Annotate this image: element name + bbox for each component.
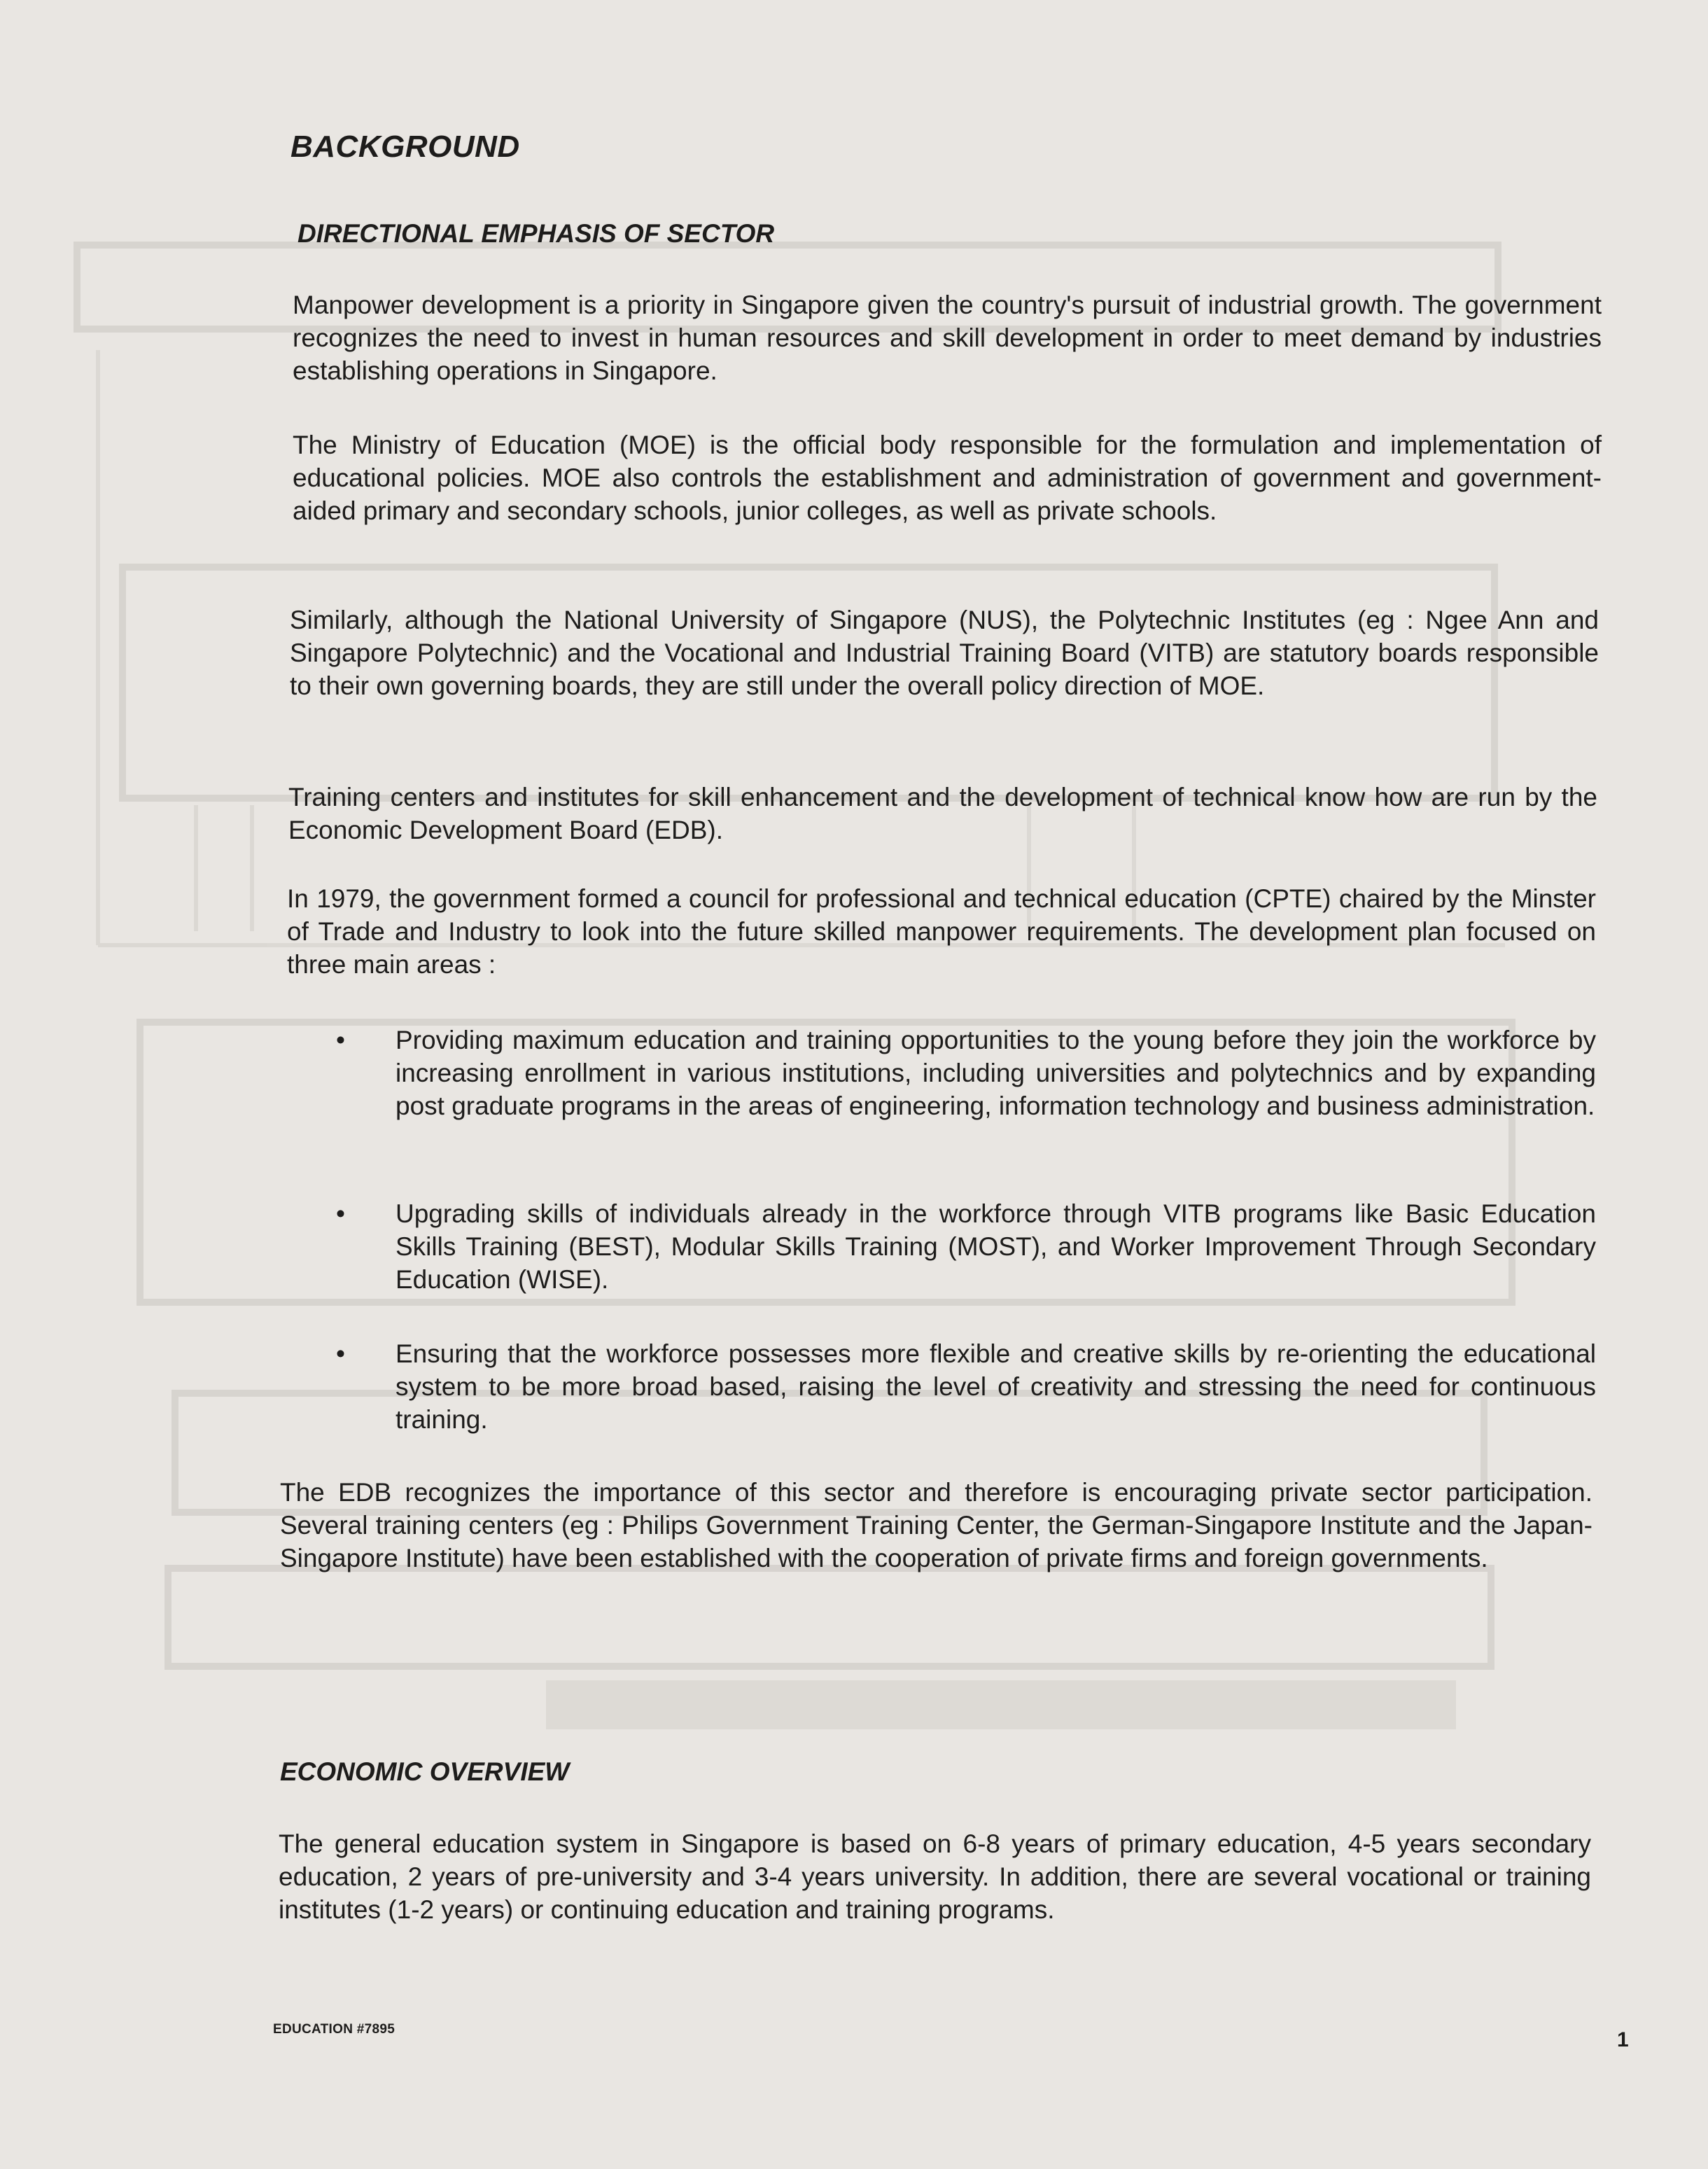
heading-economic-overview: ECONOMIC OVERVIEW [280,1757,570,1786]
bullet-icon: • [336,1199,345,1228]
bullet-text: Providing maximum education and training opportunities to the young before they join the workforce by increasing enrollment in various institutions, including universities and polytechnics and by expanding post graduate programs in the areas of engineering, information technology and business administration. [396,1026,1596,1120]
bullet-icon: • [336,1026,345,1054]
paragraph-moe: The Ministry of Education (MOE) is the official body responsible for the formulation and implementation of educational policies. MOE also controls the establishment and administration of government and government-aided primary and secondary schools, junior colleges, as well as private schools. [293,431,1602,525]
paragraph-cpte: In 1979, the government formed a council for professional and technical education (CPTE) chaired by the Minster of Trade and Industry to look into the future skilled manpower requirements. The development plan focused on three main areas : [287,884,1596,979]
footer-label: EDUCATION #7895 [273,2022,396,2037]
paragraph-statutory-boards: Similarly, although the National University of Singapore (NUS), the Polytechnic Institutes (eg : Ngee Ann and Singapore Polytechnic) and the Vocational and Industrial Training Board (VITB) are statutory boards responsible to their own governing boards, they are still under the overall policy direction of MOE. [290,606,1599,700]
paragraph-education-system: The general education system in Singapore is based on 6-8 years of primary education, 4-5 years secondary education, 2 years of pre-university and 3-4 years university. In addition, there are several vocational or training institutes (1-2 years) or continuing education and training programs. [279,1829,1591,1924]
heading-directional-emphasis: DIRECTIONAL EMPHASIS OF SECTOR [298,219,775,248]
page-number: 1 [1617,2028,1629,2051]
paragraph-manpower: Manpower development is a priority in Singapore given the country's pursuit of industrial growth. The government recognizes the need to invest in human resources and skill development in order to meet demand by industries establishing operations in Singapore. [293,291,1602,385]
paragraph-edb-training: Training centers and institutes for skill enhancement and the development of technical know how are run by the Economic Development Board (EDB). [288,783,1597,844]
bullet-text: Ensuring that the workforce possesses more flexible and creative skills by re-orienting the educational system to be more broad based, raising the level of creativity and stressing the need for continuous training. [396,1339,1596,1434]
paragraph-private-participation: The EDB recognizes the importance of this sector and therefore is encouraging private sector participation. Several training centers (eg : Philips Government Training Center, the German-Singapore Institute and the Japan-Singapore Institute) have been established with the cooperation of private firms and foreign governments. [280,1478,1592,1572]
bullet-text: Upgrading skills of individuals already in the workforce through VITB programs like Basic Education Skills Training (BEST), Modular Skills Training (MOST), and Worker Improvement Through Secondary Education (WISE). [396,1199,1596,1294]
heading-background: BACKGROUND [290,130,520,164]
bullet-icon: • [336,1339,345,1368]
